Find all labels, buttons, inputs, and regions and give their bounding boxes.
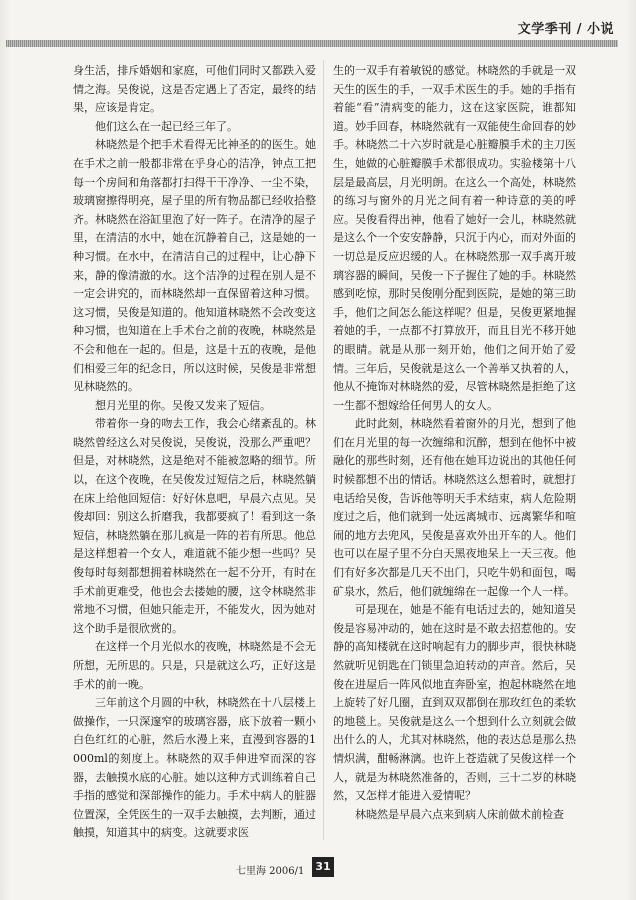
paragraph: 林晓然是个把手术看得无比神圣的的医生。她在手术之前一般都非常在乎身心的洁净，钟点工把每一个房间和角落都打扫得干干净净、一尘不染，玻璃窗擦得明亮，屋子里的所有物品都已经收拾整齐。林晓然在浴缸里泡了好一阵子。在清净的屋子里，在清洁的水中，她在沉静着自己，这是她的一种习惯。在水中，在清洁自己的过程中，让心静下来，静的像清澈的水。这个洁净的过程在别人是不一定会讲究的，而林晓然却一直保留着这种习惯。这习惯，吴俊是知道的。他知道林晓然不会改变这种习惯，也知道在上手术台之前的夜晚，林晓然是不会和他在一起的。但是，这是十五的夜晚，是他们相爱三年的纪念日，所以这时候，吴俊是非常想见林晓然的。 — [73, 138, 316, 394]
page-number: 31 — [312, 857, 334, 877]
paragraph: 在这样一个月光似水的夜晚，林晓然是不会无所想，无所思的。只是，只是就这么巧，正好这是手术的前一晚。 — [73, 640, 316, 691]
paragraph: 可是现在，她是不能有电话过去的，她知道吴俊是容易冲动的，她在这时是不敢去招惹他的。安静的高知楼就在这时响起有力的脚步声，很快林晓然就听见钥匙在门锁里急迫转动的声音。然后，吴俊在进屋后一阵风似地直奔卧室，抱起林晓然在地上旋转了好几圈，直到双双都倒在那玫红色的柔软的地毯上。吴俊就是这么一个想到什么立刻就会做出什么的人，尤其对林晓然，他的表达总是那么热情炽满，酣畅淋漓。也许上苍造就了吴俊这样一个人，就是为林晓然准备的，否则，三十二岁的林晓然，又怎样才能进入爱情呢？ — [333, 603, 576, 803]
paragraph: 三年前这个月圆的中秋，林晓然在十八层楼上做操作，一只深邃窄的玻璃容器，底下放着一颗小白色红红的心脏，然后水漫上来，直漫到容器的1000ml的刻度上。林晓然的双手伸进窄而深的容器，去触摸水底的心脏。她以这种方式训练着自己手指的感觉和深部操作的能力。手术中病人的脏器位置深，全凭医生的一双手去触摸，去判断，通过触摸，知道其中的病变。这就要求医 — [73, 696, 316, 840]
magazine-issue: 七里海 2006/1 — [236, 866, 305, 877]
paragraph: 身生活，排斥婚姻和家庭，可他们同时又都跌入爱情之海。吴俊说，这是否定遇上了否定，最终的结果，应该是肯定。 — [73, 64, 316, 115]
right-text-column — [333, 62, 576, 824]
column-divider — [323, 60, 324, 840]
section-title: 文学季刊 / 小说 — [517, 22, 614, 37]
left-text-column — [73, 62, 316, 843]
paragraph: 此时此刻，林晓然看着窗外的月光，想到了他们在月光里的每一次缠绵和沉醉，想到在他怀中被融化的那些时刻，还有他在她耳边说出的其他任何时候都想不出的情话。林晓然这么想着时，就想打电话给吴俊，告诉他等明天手术结束，病人危险期度过之后，他们就到一处远离城市、远离繁华和喧闹的地方去兜风，吴俊是喜欢外出开车的人。他们也可以在屋子里不分白天黑夜地呆上一天三夜。他们有好多次都是几天不出门，只吃牛奶和面包，喝矿泉水，然后，他们就缠绵在一起像一个人一样。 — [333, 417, 576, 598]
page-footer — [0, 857, 636, 883]
paragraph: 带着你一身的吻去工作，我会心绪紊乱的。林晓然曾经这么对吴俊说，吴俊说，没那么严重吧？但是，对林晓然，这是绝对不能被忽略的细节。所以，在这个夜晚，在吴俊发过短信之后，林晓然躺在床上给他回短信：好好休息吧，早晨六点见。吴俊却回：别这么折磨我，我都要疯了！看到这一条短信，林晓然躺在那儿疯是一阵的若有所思。他总是这样想着一个女人，难道就不能少想一些吗？吴俊每时每刻都想拥着林晓然在一起不分开，有时在手术前更难受，他也会去搂她的腰，这令林晓然非常地不习惯，但她只能走开，不能发火，因为她对这个助手是很欣赏的。 — [73, 417, 316, 635]
paragraph: 他们这么在一起已经三年了。 — [95, 119, 238, 133]
paragraph: 想月光里的你。吴俊又发来了短信。 — [95, 398, 271, 412]
paragraph: 林晓然是早晨六点来到病人床前做术前检查 — [355, 807, 564, 821]
page-header — [0, 0, 636, 48]
header-rule — [6, 40, 618, 47]
paragraph: 生的一双手有着敏锐的感觉。林晓然的手就是一双天生的医生的手，一双手术医生的手。她的手指有着能“看”清病变的能力，这在这家医院，谁都知道。妙手回春，林晓然就有一双能使生命回春的妙手。林晓然二十六岁时就是心脏瓣膜手术的主刀医生，她做的心脏瓣膜手术都很成功。实验楼第十八层是最高层，月光明朗。在这么一个高处，林晓然的练习与窗外的月光之间有着一种诗意的美的呼应。吴俊看得出神，他看了她好一会儿，林晓然就是这么个一个安安静静，只沉于内心，而对外面的一切总是反应迟缓的人。在林晓然那一双手离开玻璃容器的瞬间，吴俊一下子握住了她的手。林晓然感到吃惊，那时吴俊刚分配到医院，是她的第三助手，他们之间怎么能这样呢？但是，吴俊更紧地握着她的手，一点都不打算放开，而且目光不移开她的眼睛。就是从那一刻开始，他们之间开始了爱情。三年后，吴俊就是这么一个善举又执着的人，他从不掩饰对林晓然的爱，尽管林晓然是拒绝了这一生都不想嫁给任何男人的女人。 — [333, 64, 576, 412]
